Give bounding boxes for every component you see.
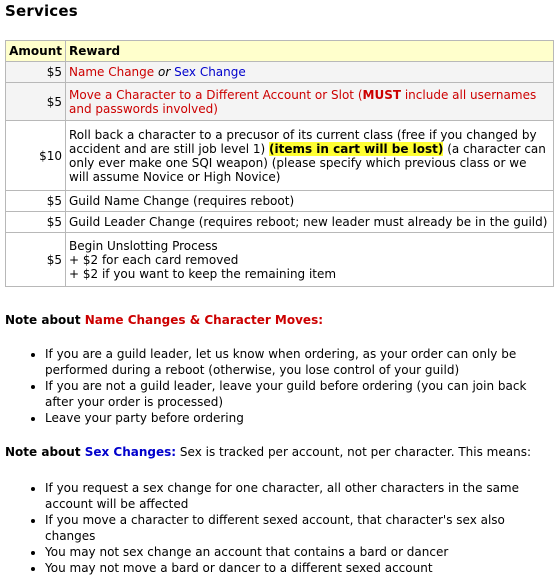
note-name-changes [5,313,323,327]
note-prefix: Note about [5,445,85,459]
reward-text: (a character can only ever make one SQI weapon) (please specify which previous class or we will assume Novice or High Novice) [69,141,546,184]
reward-line: + $2 if you want to keep the remaining item [69,266,337,281]
amount-cell: $5 [6,83,66,121]
reward-cell [66,62,554,83]
reward-header: Reward [66,41,554,62]
list-item: • You may not move a bard or dancer to a different sexed account [45,560,535,576]
highlight-warning: (items in cart will be lost) [268,141,444,156]
table-row [6,62,554,83]
reward-cell [66,121,554,191]
reward-cell: Guild Name Change (requires reboot) [66,191,554,212]
table-row [6,121,554,191]
list-item: • If you move a character to different sexed account, that character's sex also changes [45,512,535,544]
amount-header: Amount [6,41,66,62]
reward-cell: Guild Leader Change (requires reboot; new leader must already be in the guild) [66,212,554,233]
note-topic: Name Changes & Character Moves: [84,313,324,327]
reward-text: Roll back a character to a precusor of its current class (free if you changed by accident and are still job level 1) [69,127,537,156]
must-text: MUST [362,87,402,102]
table-row [6,191,554,212]
list-item: • You may not sex change an account that contains a bard or dancer [45,544,535,560]
reward-line: Begin Unslotting Process [69,238,218,253]
services-table [5,40,554,287]
amount-cell: $5 [6,233,66,287]
name-change-text: Name Change [69,65,155,79]
note-prefix: Note about [5,313,85,327]
amount-cell: $5 [6,191,66,212]
list-item: • If you request a sex change for one character, all other characters in the same account will be affected [45,480,535,512]
reward-cell [66,83,554,121]
table-header-row [6,41,554,62]
amount-cell: $10 [6,121,66,191]
list-item: • Leave your party before ordering [45,410,535,426]
name-change-notes-list [0,346,535,426]
reward-text: include all usernames and passwords involved) [69,87,537,116]
or-text: or [158,65,171,79]
amount-cell: $5 [6,212,66,233]
table-row [6,212,554,233]
note-topic: Sex Changes: [84,445,177,459]
note-rest: Sex is tracked per account, not per character. This means: [176,445,531,459]
table-row [6,233,554,287]
table-row [6,83,554,121]
amount-cell: $5 [6,62,66,83]
reward-text: Move a Character to a Different Account or Slot ( [69,87,363,102]
list-item: • If you are a guild leader, let us know when ordering, as your order can only be performed during a reboot (otherwise, you lose control of your guild) [45,346,535,378]
note-sex-changes [5,445,531,459]
sex-change-notes-list [0,480,535,576]
list-item: • If you are not a guild leader, leave your guild before ordering (you can join back after your order is processed) [45,378,535,410]
reward-cell [66,233,554,287]
reward-line: + $2 for each card removed [69,252,239,267]
page-title: Services [5,2,78,20]
sex-change-text: Sex Change [174,65,246,79]
